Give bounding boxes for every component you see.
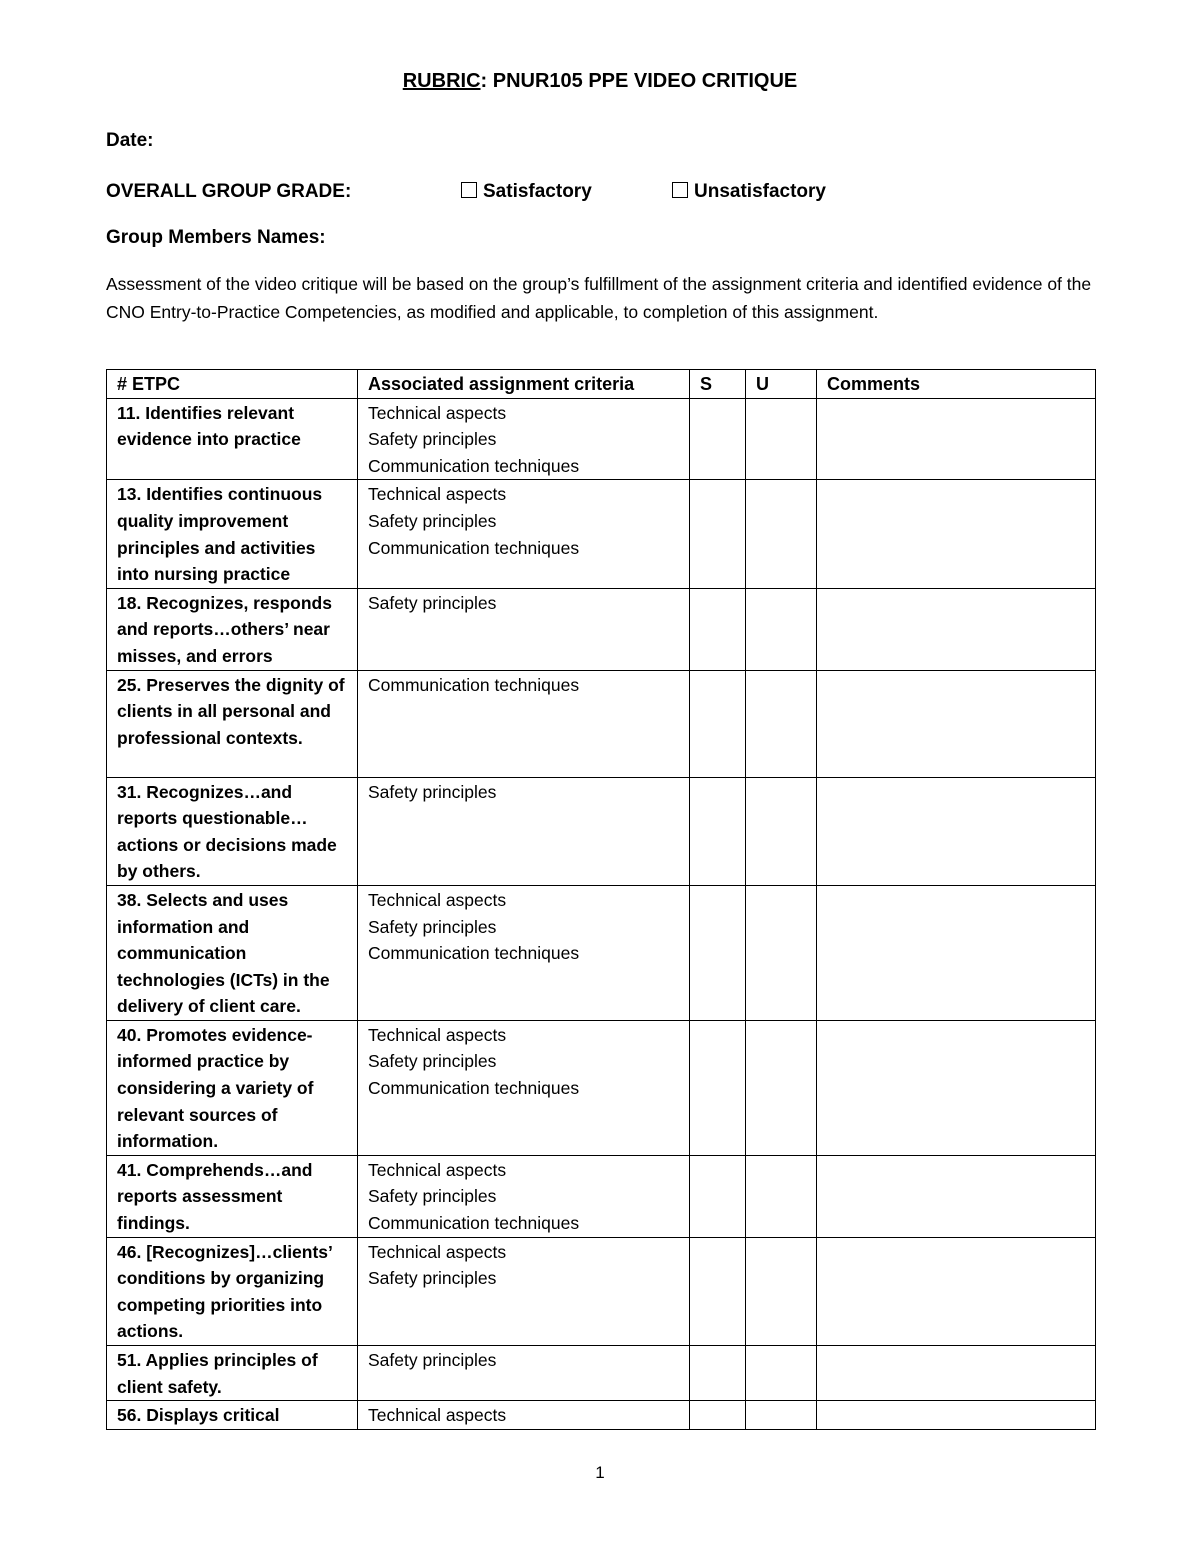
page-number: 1	[595, 1463, 605, 1482]
u-cell[interactable]	[746, 885, 817, 1020]
page-title	[0, 70, 1200, 93]
overall-grade-row	[106, 181, 1006, 203]
comments-cell[interactable]	[817, 1020, 1096, 1155]
unsatisfactory-option[interactable]	[672, 181, 826, 203]
criteria-cell	[358, 588, 690, 670]
header-s: S	[690, 370, 746, 399]
criteria-item: Safety principles	[368, 1268, 497, 1289]
unsatisfactory-label: Unsatisfactory	[694, 181, 826, 202]
etpc-cell: 38. Selects and uses information and communication technologies (ICTs) in the delivery of client care.	[107, 885, 358, 1020]
comments-cell[interactable]	[817, 480, 1096, 588]
title-prefix: RUBRIC	[402, 70, 481, 92]
criteria-item: Communication techniques	[368, 1078, 580, 1099]
comments-cell[interactable]	[817, 1237, 1096, 1345]
title-rest: : PNUR105 PPE VIDEO CRITIQUE	[480, 70, 798, 92]
s-cell[interactable]	[690, 1401, 746, 1430]
etpc-cell: 25. Preserves the dignity of clients in all personal and professional contexts.	[107, 670, 358, 777]
s-cell[interactable]	[690, 670, 746, 777]
etpc-cell: 51. Applies principles of client safety.	[107, 1346, 358, 1401]
date-label: Date:	[106, 130, 154, 151]
criteria-item: Communication techniques	[368, 943, 580, 964]
satisfactory-option[interactable]	[461, 181, 592, 203]
header-etpc: # ETPC	[107, 370, 358, 399]
s-cell[interactable]	[690, 1237, 746, 1345]
criteria-cell	[358, 885, 690, 1020]
s-cell[interactable]	[690, 1346, 746, 1401]
u-cell[interactable]	[746, 777, 817, 885]
header-comments: Comments	[817, 370, 1096, 399]
criteria-item: Technical aspects	[368, 1241, 507, 1262]
table-row	[107, 480, 1096, 588]
checkbox-icon[interactable]	[672, 182, 688, 198]
criteria-cell	[358, 398, 690, 480]
table-row	[107, 1155, 1096, 1237]
etpc-cell: 11. Identifies relevant evidence into practice	[107, 398, 358, 480]
s-cell[interactable]	[690, 480, 746, 588]
s-cell[interactable]	[690, 1155, 746, 1237]
table-row	[107, 1237, 1096, 1345]
criteria-item: Safety principles	[368, 429, 497, 450]
satisfactory-label: Satisfactory	[483, 181, 592, 202]
etpc-cell: 56. Displays critical	[107, 1401, 358, 1430]
u-cell[interactable]	[746, 1155, 817, 1237]
table-row	[107, 1346, 1096, 1401]
table-row	[107, 670, 1096, 777]
group-members-label: Group Members Names:	[106, 227, 326, 248]
criteria-item: Safety principles	[368, 1186, 497, 1207]
etpc-cell: 18. Recognizes, responds and reports…others’ near misses, and errors	[107, 588, 358, 670]
criteria-item: Technical aspects	[368, 484, 507, 505]
table-row	[107, 777, 1096, 885]
criteria-item: Technical aspects	[368, 1024, 507, 1045]
comments-cell[interactable]	[817, 777, 1096, 885]
comments-cell[interactable]	[817, 1401, 1096, 1430]
etpc-cell: 31. Recognizes…and reports questionable… actions or decisions made by others.	[107, 777, 358, 885]
overall-grade-label: OVERALL GROUP GRADE:	[106, 181, 352, 202]
u-cell[interactable]	[746, 1346, 817, 1401]
criteria-item: Safety principles	[368, 592, 497, 613]
table-header-row	[107, 370, 1096, 399]
criteria-item: Communication techniques	[368, 1213, 580, 1234]
criteria-cell	[358, 1401, 690, 1430]
criteria-item: Safety principles	[368, 916, 497, 937]
comments-cell[interactable]	[817, 588, 1096, 670]
s-cell[interactable]	[690, 885, 746, 1020]
criteria-cell	[358, 670, 690, 777]
criteria-cell	[358, 777, 690, 885]
criteria-item: Communication techniques	[368, 537, 580, 558]
etpc-cell: 41. Comprehends…and reports assessment findings.	[107, 1155, 358, 1237]
comments-cell[interactable]	[817, 1155, 1096, 1237]
u-cell[interactable]	[746, 588, 817, 670]
criteria-cell	[358, 480, 690, 588]
comments-cell[interactable]	[817, 398, 1096, 480]
criteria-item: Technical aspects	[368, 889, 507, 910]
header-u: U	[746, 370, 817, 399]
table-row	[107, 1401, 1096, 1430]
s-cell[interactable]	[690, 1020, 746, 1155]
criteria-cell	[358, 1155, 690, 1237]
criteria-item: Technical aspects	[368, 1159, 507, 1180]
comments-cell[interactable]	[817, 670, 1096, 777]
u-cell[interactable]	[746, 398, 817, 480]
u-cell[interactable]	[746, 1020, 817, 1155]
checkbox-icon[interactable]	[461, 182, 477, 198]
u-cell[interactable]	[746, 1401, 817, 1430]
criteria-item: Safety principles	[368, 510, 497, 531]
comments-cell[interactable]	[817, 885, 1096, 1020]
criteria-item: Communication techniques	[368, 455, 580, 476]
s-cell[interactable]	[690, 777, 746, 885]
rubric-table	[106, 369, 1096, 1430]
etpc-cell: 46. [Recognizes]…clients’ conditions by organizing competing priorities into actions.	[107, 1237, 358, 1345]
table-row	[107, 398, 1096, 480]
etpc-cell: 13. Identifies continuous quality improvement principles and activities into nursing practice	[107, 480, 358, 588]
criteria-item: Communication techniques	[368, 674, 580, 695]
comments-cell[interactable]	[817, 1346, 1096, 1401]
intro-paragraph: Assessment of the video critique will be based on the group’s fulfillment of the assignment criteria and identified evidence of the CNO Entry-to-Practice Competencies, as modified and applicable, to completion of this assignment.	[106, 274, 1092, 322]
u-cell[interactable]	[746, 480, 817, 588]
etpc-cell: 40. Promotes evidence-informed practice by considering a variety of relevant sources of information.	[107, 1020, 358, 1155]
criteria-cell	[358, 1346, 690, 1401]
criteria-item: Technical aspects	[368, 1405, 507, 1426]
criteria-cell	[358, 1237, 690, 1345]
table-row	[107, 885, 1096, 1020]
header-criteria: Associated assignment criteria	[358, 370, 690, 399]
rubric-body	[107, 398, 1096, 1429]
criteria-item: Technical aspects	[368, 402, 507, 423]
criteria-item: Safety principles	[368, 781, 497, 802]
criteria-item: Safety principles	[368, 1350, 497, 1370]
s-cell[interactable]	[690, 398, 746, 480]
u-cell[interactable]	[746, 1237, 817, 1345]
criteria-cell	[358, 1020, 690, 1155]
table-row	[107, 1020, 1096, 1155]
criteria-item: Safety principles	[368, 1051, 497, 1072]
table-row	[107, 588, 1096, 670]
s-cell[interactable]	[690, 588, 746, 670]
u-cell[interactable]	[746, 670, 817, 777]
